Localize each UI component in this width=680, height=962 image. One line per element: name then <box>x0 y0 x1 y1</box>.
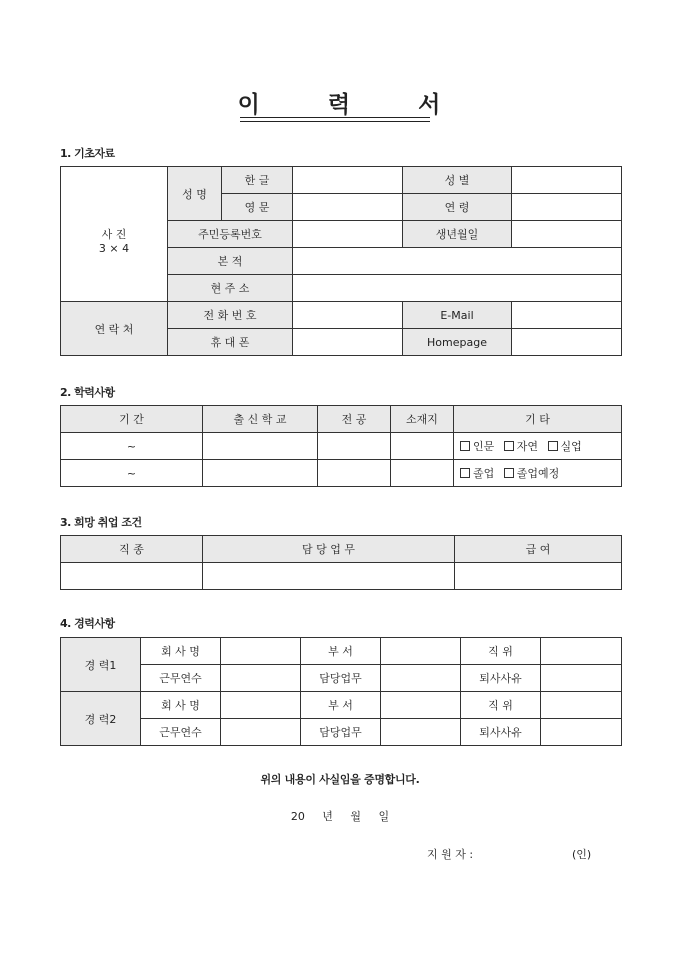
edu-header-etc: 기 타 <box>454 406 622 433</box>
mobile-field[interactable] <box>293 329 403 356</box>
option-label: 졸업 <box>473 467 495 480</box>
option-label: 자연 <box>516 440 539 453</box>
origin-field[interactable] <box>293 248 622 275</box>
duty-label: 담당업무 <box>301 719 381 746</box>
option-humanities[interactable] <box>460 440 494 453</box>
position-field[interactable] <box>541 692 622 719</box>
photo-cell[interactable] <box>61 167 168 302</box>
dept-field[interactable] <box>381 692 461 719</box>
seal-label: (인) <box>572 848 592 861</box>
age-label: 연 령 <box>403 194 512 221</box>
origin-label: 본 적 <box>168 248 293 275</box>
option-science[interactable] <box>504 440 538 453</box>
position-label: 직 위 <box>461 638 541 665</box>
job-conditions-table <box>60 535 622 590</box>
option-graduated[interactable] <box>460 467 494 480</box>
gender-field[interactable] <box>512 167 622 194</box>
phone-label: 전 화 번 호 <box>168 302 293 329</box>
option-expected-graduation[interactable] <box>504 467 560 480</box>
reason-label: 퇴사사유 <box>461 665 541 692</box>
duty-label: 담당업무 <box>301 665 381 692</box>
option-label: 실업 <box>560 440 582 453</box>
birth-label: 생년월일 <box>403 221 512 248</box>
rrn-label: 주민등록번호 <box>168 221 293 248</box>
company-field[interactable] <box>221 692 301 719</box>
edu-track-options <box>454 433 622 460</box>
certification-statement: 위의 내용이 사실임을 증명합니다. <box>260 773 420 786</box>
section-3-heading: 3. 희망 취업 조건 <box>60 516 142 529</box>
company-field[interactable] <box>221 638 301 665</box>
edu-header-school: 출 신 학 교 <box>203 406 318 433</box>
edu-status-options <box>454 460 622 487</box>
phone-field[interactable] <box>293 302 403 329</box>
career-table <box>60 637 622 746</box>
career-2-label: 경 력2 <box>61 692 141 746</box>
hangul-name-field[interactable] <box>293 167 403 194</box>
option-label: 인문 <box>473 440 495 453</box>
years-field[interactable] <box>221 665 301 692</box>
title-underline <box>240 117 430 118</box>
reason-label: 퇴사사유 <box>461 719 541 746</box>
edu-school-field[interactable] <box>203 460 318 487</box>
address-label: 현 주 소 <box>168 275 293 302</box>
company-label: 회 사 명 <box>141 638 221 665</box>
homepage-field[interactable] <box>512 329 622 356</box>
education-table <box>60 405 622 487</box>
edu-period-field[interactable]: ~ <box>61 460 203 487</box>
birth-field[interactable] <box>512 221 622 248</box>
rrn-field[interactable] <box>293 221 403 248</box>
english-name-field[interactable] <box>293 194 403 221</box>
checkbox-icon <box>460 441 470 451</box>
title-char-2: 력 <box>327 92 353 118</box>
title-char-1: 이 <box>237 92 262 118</box>
title-underline-double <box>240 121 430 122</box>
checkbox-icon <box>504 441 514 451</box>
option-label: 졸업예정 <box>516 467 560 480</box>
reason-field[interactable] <box>541 719 622 746</box>
edu-header-period: 기 간 <box>61 406 203 433</box>
checkbox-icon <box>548 441 558 451</box>
name-label: 성 명 <box>168 167 222 221</box>
years-field[interactable] <box>221 719 301 746</box>
company-label: 회 사 명 <box>141 692 221 719</box>
career-1-label: 경 력1 <box>61 638 141 692</box>
duty-field[interactable] <box>381 665 461 692</box>
job-header-duty: 담 당 업 무 <box>203 536 455 563</box>
job-salary-field[interactable] <box>455 563 622 590</box>
date-line: 20 년 월 일 <box>290 810 390 823</box>
option-vocational[interactable] <box>548 440 582 453</box>
edu-location-field[interactable] <box>391 460 454 487</box>
photo-label: 사 진 <box>101 227 127 241</box>
job-duty-field[interactable] <box>203 563 455 590</box>
edu-location-field[interactable] <box>391 433 454 460</box>
page-title <box>0 86 680 119</box>
applicant-label: 지 원 자 : <box>427 848 474 861</box>
job-type-field[interactable] <box>61 563 203 590</box>
dept-label: 부 서 <box>301 692 381 719</box>
age-field[interactable] <box>512 194 622 221</box>
years-label: 근무연수 <box>141 665 221 692</box>
email-field[interactable] <box>512 302 622 329</box>
email-label: E-Mail <box>403 302 512 329</box>
homepage-label: Homepage <box>403 329 512 356</box>
edu-header-major: 전 공 <box>318 406 391 433</box>
edu-header-location: 소재지 <box>391 406 454 433</box>
section-4-heading: 4. 경력사항 <box>60 617 115 630</box>
mobile-label: 휴 대 폰 <box>168 329 293 356</box>
dept-label: 부 서 <box>301 638 381 665</box>
basic-info-table <box>60 166 622 356</box>
reason-field[interactable] <box>541 665 622 692</box>
years-label: 근무연수 <box>141 719 221 746</box>
job-header-salary: 급 여 <box>455 536 622 563</box>
contact-label: 연 락 처 <box>61 302 168 356</box>
position-label: 직 위 <box>461 692 541 719</box>
gender-label: 성 별 <box>403 167 512 194</box>
hangul-label: 한 글 <box>222 167 293 194</box>
dept-field[interactable] <box>381 638 461 665</box>
job-header-type: 직 종 <box>61 536 203 563</box>
duty-field[interactable] <box>381 719 461 746</box>
checkbox-icon <box>460 468 470 478</box>
section-1-heading: 1. 기초자료 <box>60 147 115 160</box>
photo-size: 3 × 4 <box>98 241 130 255</box>
edu-period-field[interactable]: ~ <box>61 433 203 460</box>
english-label: 영 문 <box>222 194 293 221</box>
address-field[interactable] <box>293 275 622 302</box>
section-2-heading: 2. 학력사항 <box>60 386 115 399</box>
edu-major-field[interactable] <box>318 460 391 487</box>
title-char-3: 서 <box>418 92 443 118</box>
checkbox-icon <box>504 468 514 478</box>
position-field[interactable] <box>541 638 622 665</box>
edu-major-field[interactable] <box>318 433 391 460</box>
edu-school-field[interactable] <box>203 433 318 460</box>
